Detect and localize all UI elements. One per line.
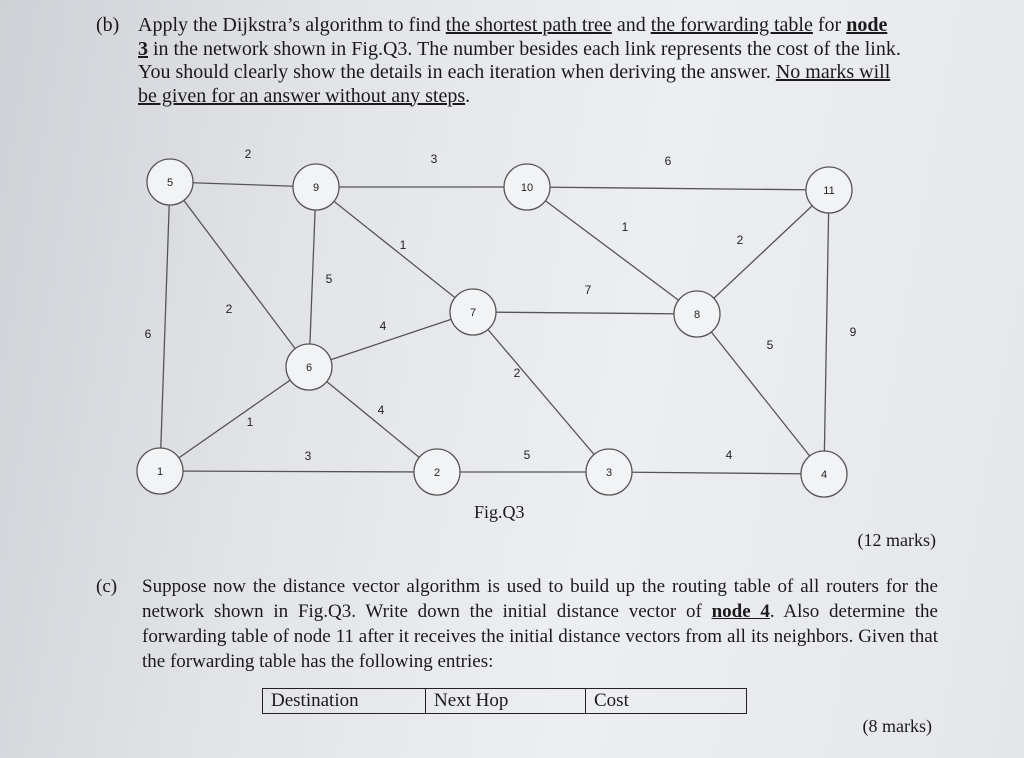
edge-1-6: [160, 367, 309, 471]
node-10: [504, 164, 550, 210]
node-3: [586, 449, 632, 495]
node-8: [674, 291, 720, 337]
edge-9-6: [309, 187, 316, 367]
edge-cost-label: 2: [736, 233, 744, 247]
question-c-text: . Also determine the forwarding table of node 11 after it receives the initial distance vectors from all its neighbors. Given that the forwarding table has the following entries:: [142, 601, 938, 672]
edge-5-1: [160, 182, 170, 471]
node-5: [147, 159, 193, 205]
edge-6-7: [309, 312, 473, 367]
edge-cost-label: 1: [246, 415, 254, 429]
node-label: 9: [312, 182, 320, 194]
question-c-text: [142, 574, 938, 674]
figure-caption: Fig.Q3: [474, 502, 525, 522]
node-9: [293, 164, 339, 210]
node-label: 1: [156, 466, 164, 478]
edge-cost-label: 2: [513, 366, 521, 380]
edge-11-4: [824, 190, 829, 474]
edge-cost-label: 5: [766, 338, 774, 352]
edge-cost-label: 4: [377, 403, 385, 417]
edge-7-3: [473, 312, 609, 472]
edges-layer: [160, 182, 829, 474]
question-b-text: and: [611, 14, 651, 36]
node-2: [414, 449, 460, 495]
table-header-cost: Cost: [586, 689, 747, 714]
edge-8-11: [697, 190, 829, 314]
forwarding-table-header: [262, 688, 747, 714]
question-b-underlined: the forwarding table: [650, 14, 813, 36]
question-b-underlined: the shortest path tree: [445, 14, 612, 36]
node-6: [286, 344, 332, 390]
nodes-layer: [137, 159, 852, 497]
edge-cost-label: 9: [849, 325, 857, 339]
edge-cost-label: 3: [430, 152, 438, 166]
node-7: [450, 289, 496, 335]
node-label: 7: [469, 307, 477, 319]
question-c-label: (c): [96, 576, 118, 597]
table-header-next-hop: Next Hop: [426, 689, 586, 714]
node-label: 3: [605, 467, 613, 479]
node-label: 10: [520, 182, 534, 194]
table-header-row: [263, 689, 747, 714]
edge-cost-label: 3: [304, 449, 312, 463]
node-label: 4: [820, 469, 828, 481]
node-label: 6: [305, 362, 313, 374]
edge-cost-label: 5: [325, 272, 333, 286]
question-b-label: (b): [96, 14, 120, 36]
node-label: 8: [693, 309, 701, 321]
edge-cost-label: 5: [523, 448, 531, 462]
node-label: 5: [166, 177, 174, 189]
question-b-bold-underlined: 3: [138, 37, 148, 60]
table-header-destination: Destination: [263, 689, 426, 714]
edge-cost-label: 1: [399, 238, 407, 252]
question-b-underlined: be given for an answer without any steps: [138, 84, 466, 107]
edge-cost-label: 4: [379, 319, 387, 333]
edge-8-4: [697, 314, 824, 474]
node-1: [137, 448, 183, 494]
question-b-text: for: [812, 14, 847, 36]
edge-cost-label: 6: [664, 154, 672, 168]
edge-cost-label: 4: [725, 448, 733, 462]
edge-7-8: [473, 312, 697, 314]
question-b-text: in the network shown in Fig.Q3. The number besides each link represents the cost of the link.: [148, 37, 901, 60]
node-4: [801, 451, 847, 497]
question-b-text: .: [465, 84, 471, 107]
question-b-marks: (12 marks): [857, 530, 936, 550]
edge-cost-label: 1: [621, 220, 629, 234]
edge-6-2: [309, 367, 437, 472]
edge-1-2: [160, 471, 437, 472]
question-c-text: Suppose now the distance vector algorithm is used to build up the routing table of all routers for the network shown in Fig.Q3. Write down the initial distance vector of: [142, 576, 938, 622]
question-b-text: Apply the Dijkstra’s algorithm to find: [138, 14, 446, 36]
edge-labels-layer: [145, 147, 857, 463]
node-11: [806, 167, 852, 213]
edge-10-11: [527, 187, 829, 190]
question-b-text: You should clearly show the details in each iteration when deriving the answer.: [138, 61, 776, 83]
question-c-marks: (8 marks): [862, 716, 932, 736]
edge-cost-label: 2: [244, 147, 252, 161]
edge-cost-label: 2: [225, 302, 233, 316]
node-label: 2: [433, 467, 441, 479]
edge-5-6: [170, 182, 309, 367]
edge-cost-label: 7: [584, 283, 592, 297]
question-c-bold-underlined: node 4: [711, 601, 770, 622]
question-b-bold-underlined: node: [846, 14, 888, 36]
question-b-underlined: No marks will: [775, 61, 891, 83]
node-label: 11: [823, 185, 835, 197]
edge-10-8: [527, 187, 697, 314]
edge-9-7: [316, 187, 473, 312]
edge-cost-label: 6: [144, 327, 152, 341]
edge-3-4: [609, 472, 824, 474]
